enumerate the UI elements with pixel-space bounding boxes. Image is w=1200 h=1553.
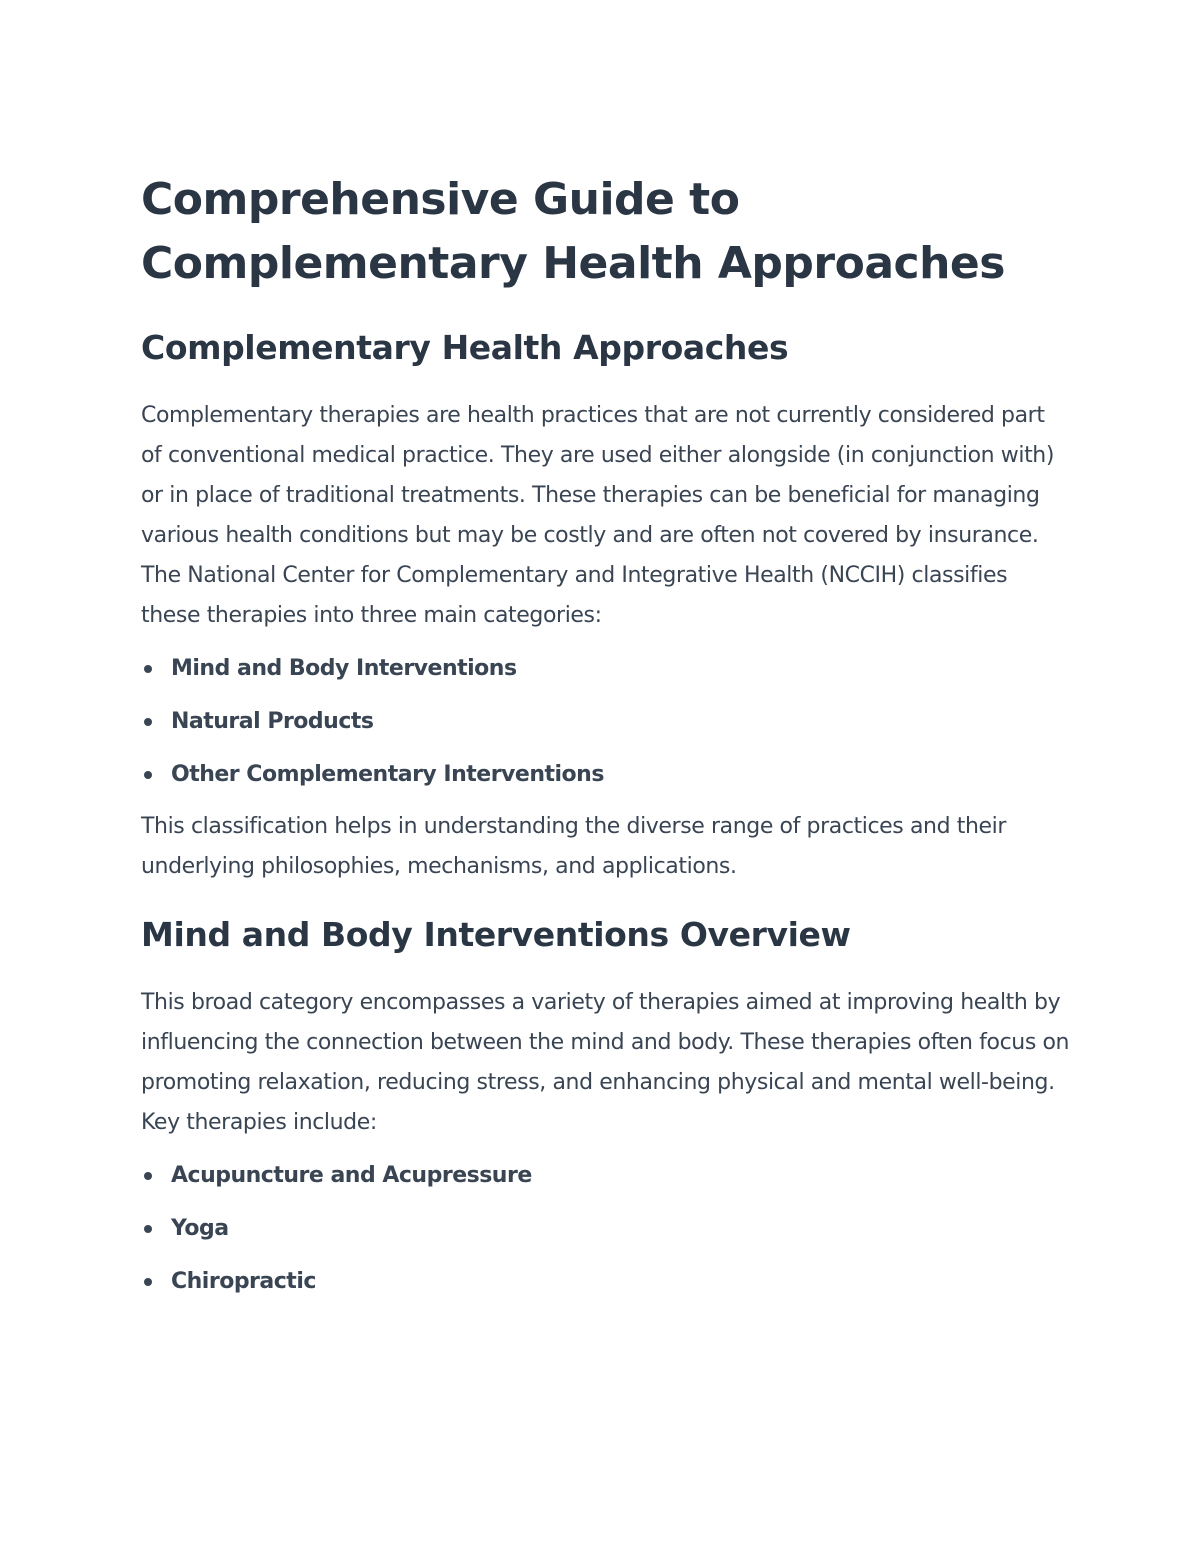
list-item-label: Natural Products	[171, 709, 374, 734]
section-heading-mind-body: Mind and Body Interventions Overview	[141, 915, 851, 954]
bullet-icon	[144, 1225, 152, 1233]
list-item-label: Other Complementary Interventions	[171, 762, 604, 787]
document-content	[141, 168, 1071, 1308]
list-item-label: Mind and Body Interventions	[171, 656, 517, 681]
bullet-icon	[144, 718, 152, 726]
list-item-label: Yoga	[171, 1216, 229, 1241]
section-heading-complementary: Complementary Health Approaches	[141, 328, 789, 367]
bullet-icon	[144, 1172, 152, 1180]
section-intro-complementary: Complementary therapies are health practices that are not currently considered part of conventional medical practice. They are used either alongside (in conjunction with) or in place of traditional treatments. These therapies can be beneficial for managing various health conditions but may be costly and are often not covered by insurance. The National Center for Complementary and Integrative Health (NCCIH) classifies these therapies into three main categories:	[141, 403, 1055, 628]
category-list	[141, 642, 1071, 801]
therapy-list	[141, 1149, 1071, 1308]
bullet-icon	[144, 1278, 152, 1286]
list-item-label: Acupuncture and Acupressure	[171, 1163, 532, 1188]
list-item	[141, 695, 1071, 748]
list-item	[141, 748, 1071, 801]
list-item	[141, 642, 1071, 695]
list-item	[141, 1255, 1071, 1308]
document-title: Comprehensive Guide to Complementary Health Approaches	[141, 174, 1005, 289]
list-item	[141, 1202, 1071, 1255]
bullet-icon	[144, 665, 152, 673]
list-item	[141, 1149, 1071, 1202]
section-closing-complementary: This classification helps in understanding the diverse range of practices and their underlying philosophies, mechanisms, and applications.	[141, 814, 1007, 879]
section-intro-mind-body: This broad category encompasses a variety of therapies aimed at improving health by influencing the connection between the mind and body. These therapies often focus on promoting relaxation, reducing stress, and enhancing physical and mental well-being. Key therapies include:	[141, 990, 1070, 1135]
list-item-label: Chiropractic	[171, 1269, 316, 1294]
bullet-icon	[144, 771, 152, 779]
